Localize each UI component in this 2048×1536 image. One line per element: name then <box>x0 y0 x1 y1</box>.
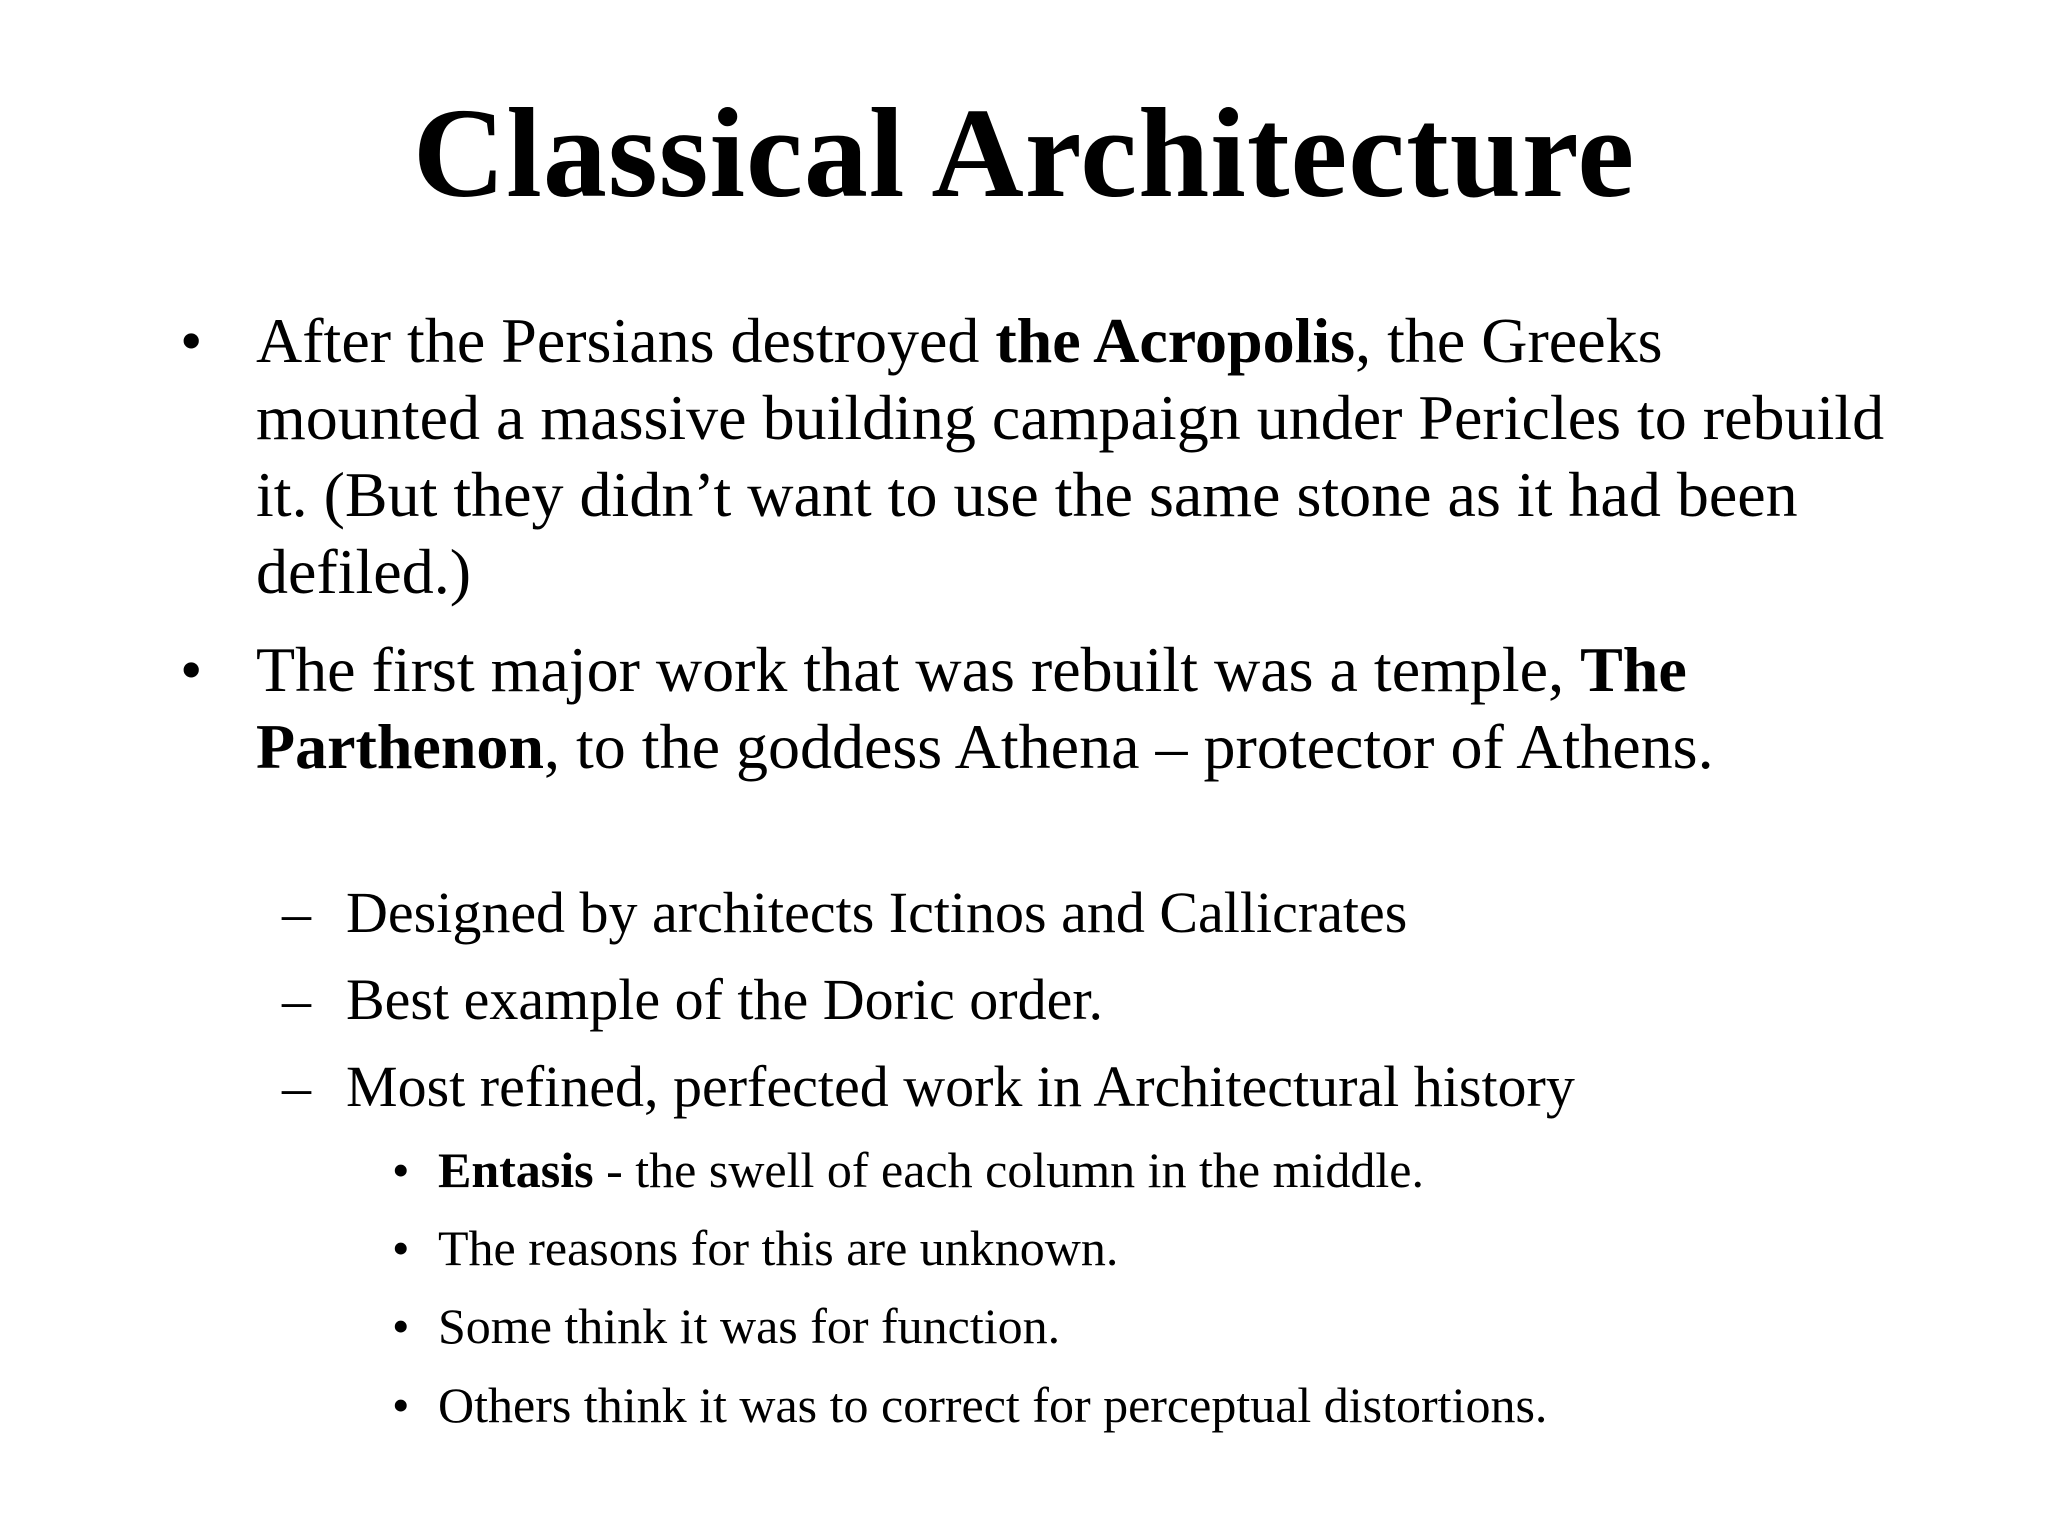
sub-bullet-text: Most refined, perfected work in Architectural history <box>346 1054 1575 1119</box>
bullet-text: , the Greeks mounted a massive building campaign under Pericles to rebuild it. (But they didn’t want to use the same stone as it had been defiled.) <box>256 305 1885 607</box>
dash-marker: – <box>282 1054 311 1119</box>
bullet-bold-term: The Parthenon <box>256 634 1687 782</box>
sub-bullet-item <box>282 1052 1946 1122</box>
bullet-text: After the Persians destroyed <box>256 305 996 376</box>
bullet-bold-term: the Acropolis <box>995 305 1356 376</box>
dash-marker: – <box>282 880 311 945</box>
dot-marker: • <box>392 1220 410 1276</box>
dot-marker: • <box>392 1142 410 1198</box>
sub-sub-bullet-text: Others think it was to correct for perceptual distortions. <box>438 1377 1548 1433</box>
dot-marker: • <box>392 1298 410 1354</box>
sub-sub-bullet-item <box>392 1140 1938 1200</box>
sub-sub-bullet-item <box>392 1218 1938 1278</box>
bullet-item <box>180 631 1896 785</box>
dash-marker: – <box>282 967 311 1032</box>
sub-sub-bullet-text: The reasons for this are unknown. <box>438 1220 1119 1276</box>
sub-bullet-text: Best example of the Doric order. <box>346 967 1103 1032</box>
sub-sub-bullet-text: - the swell of each column in the middle. <box>593 1142 1424 1198</box>
sub-sub-bullet-item <box>392 1296 1938 1356</box>
sub-bullet-item <box>282 878 1946 948</box>
sub-bullet-text: Designed by architects Ictinos and Callicrates <box>346 880 1408 945</box>
bullet-marker: • <box>180 305 203 376</box>
bullet-marker: • <box>180 634 203 705</box>
sub-bullet-item <box>282 965 1946 1035</box>
bullet-text: The first major work that was rebuilt was a temple, <box>256 634 1581 705</box>
bullet-text: , to the goddess Athena – protector of Athens. <box>544 711 1714 782</box>
sub-sub-bullet-item <box>392 1375 1938 1435</box>
dot-marker: • <box>392 1377 410 1433</box>
slide-title: Classical Architecture <box>412 82 1636 224</box>
bullet-item <box>180 302 1896 610</box>
sub-sub-bullet-text: Some think it was for function. <box>438 1298 1061 1354</box>
sub-sub-bullet-bold-term: Entasis <box>438 1142 594 1198</box>
